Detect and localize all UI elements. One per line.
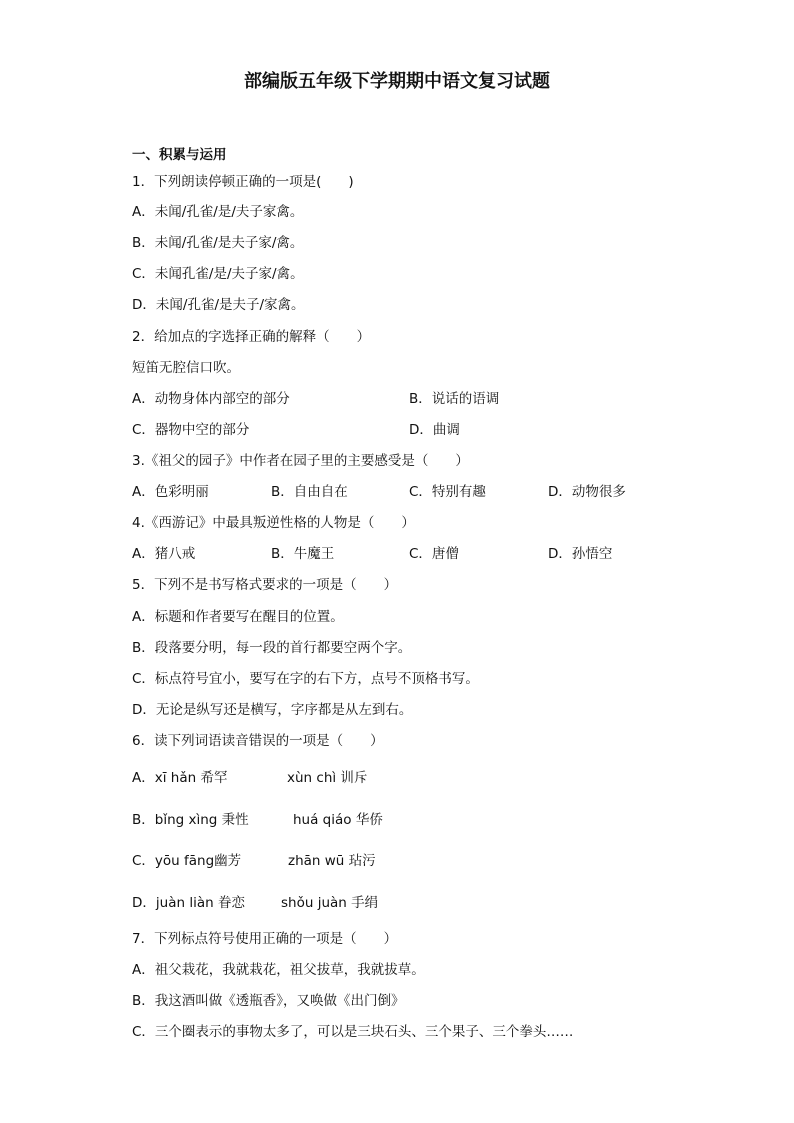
question-2-stem: 2．给加点的字选择正确的解释（ ） [132,329,371,345]
question-7-option-a[interactable]: A．祖父栽花，我就栽花，祖父拔草，我就拔草。 [132,962,425,978]
question-3-stem: 3.《祖父的园子》中作者在园子里的主要感受是（ ） [132,453,469,469]
question-5-option-b[interactable]: B．段落要分明，每一段的首行都要空两个字。 [132,640,412,656]
question-3-option-b[interactable]: B．自由自在 [271,484,348,500]
question-1-option-c[interactable]: C．未闻孔雀/是/夫子家/禽。 [132,266,304,282]
question-2-option-a[interactable]: A．动物身体内部空的部分 [132,391,290,407]
question-1-option-a[interactable]: A．未闻/孔雀/是/夫子家禽。 [132,204,304,220]
question-7-stem: 7．下列标点符号使用正确的一项是（ ） [132,931,398,947]
question-3-option-c[interactable]: C．特别有趣 [409,484,486,500]
question-1-option-b[interactable]: B．未闻/孔雀/是夫子家/禽。 [132,235,304,251]
question-6-option-a-word1[interactable]: A．xī hǎn 希罕 [132,770,228,786]
question-4-option-a[interactable]: A．猪八戒 [132,546,196,562]
question-6-option-c-word2: zhān wū 玷污 [288,853,376,869]
question-5-stem: 5．下列不是书写格式要求的一项是（ ） [132,577,398,593]
question-7-option-b[interactable]: B．我这酒叫做《透瓶香》，又唤做《出门倒》 [132,993,405,1009]
question-5-option-c[interactable]: C．标点符号宜小，要写在字的右下方，点号不顶格书写。 [132,671,479,687]
question-6-option-a-word2: xùn chì 训斥 [287,770,368,786]
question-1-stem: 1．下列朗读停顿正确的一项是( ) [132,174,354,190]
question-6-option-b-word1[interactable]: B．bǐng xìng 秉性 [132,812,249,828]
question-7-option-c[interactable]: C．三个圈表示的事物太多了，可以是三块石头、三个果子、三个拳头…… [132,1024,574,1040]
question-6-stem: 6．读下列词语读音错误的一项是（ ） [132,733,384,749]
question-2-sentence: 短笛无腔信口吹。 [132,360,240,376]
question-4-option-c[interactable]: C．唐僧 [409,546,459,562]
question-5-option-d[interactable]: D．无论是纵写还是横写，字序都是从左到右。 [132,702,413,718]
question-2-option-b[interactable]: B．说话的语调 [409,391,500,407]
question-6-option-d-word1[interactable]: D．juàn liàn 眷恋 [132,895,245,911]
question-6-option-d-word2: shǒu juàn 手绢 [281,895,379,911]
question-2-option-c[interactable]: C．器物中空的部分 [132,422,250,438]
question-6-option-b-word2: huá qiáo 华侨 [293,812,383,828]
page-title: 部编版五年级下学期期中语文复习试题 [244,71,550,92]
question-1-option-d[interactable]: D．未闻/孔雀/是夫子/家禽。 [132,297,305,313]
question-4-stem: 4.《西游记》中最具叛逆性格的人物是（ ） [132,515,415,531]
question-4-option-b[interactable]: B．牛魔王 [271,546,335,562]
question-3-option-d[interactable]: D．动物很多 [548,484,626,500]
question-6-option-c-word1[interactable]: C．yōu fāng幽芳 [132,853,242,869]
question-5-option-a[interactable]: A．标题和作者要写在醒目的位置。 [132,609,344,625]
question-4-option-d[interactable]: D．孙悟空 [548,546,613,562]
section-heading: 一、积累与运用 [132,147,227,163]
question-2-option-d[interactable]: D．曲调 [409,422,460,438]
question-3-option-a[interactable]: A．色彩明丽 [132,484,209,500]
